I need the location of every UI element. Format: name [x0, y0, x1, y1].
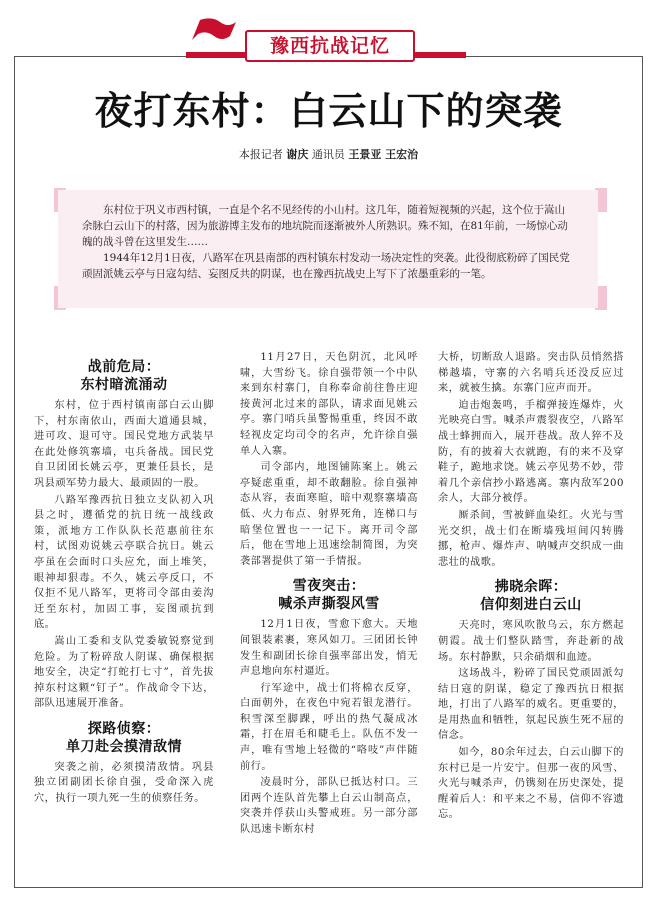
paragraph: 东村，位于西村镇南部白云山脚下，村东南依山，西面大道通县城，进可攻、退可守。国民党地方武装早在此处修筑寨墙，屯兵备战。国民党自卫团团长姚云亭，更兼任县长，是巩县顽军势力最大、最顽固的一股。 — [34, 400, 214, 489]
paragraph: 12月1日夜，雪愈下愈大。天地间银装素裹，寒风如刀。三团团长钟发生和副团长徐自强率部出发，悄无声息地向东村逼近。 — [240, 619, 418, 678]
paragraph: 如今，80余年过去，白云山脚下的东村已是一片安宁。但那一夜的风雪、火光与喊杀声，仍镌刻在历史深处，提醒着后人：和平来之不易，信仰不容遗忘。 — [438, 747, 624, 821]
byline-correspondents: 王景亚 王宏治 — [348, 148, 419, 161]
intro-box — [58, 190, 598, 308]
byline-prefix: 本报记者 — [238, 148, 283, 161]
paragraph: 厮杀间，雪被鲜血染红。火光与雪光交织，战士们在断墙残垣间闪转腾挪，枪声、爆炸声、呐喊声交织成一曲悲壮的战歌。 — [438, 509, 624, 568]
column-1 — [34, 350, 214, 808]
section-banner: 豫西抗战记忆 — [245, 30, 415, 62]
intro-paragraph: 1944年12月1日夜，八路军在巩县南部的西村镇东村发动一场决定性的突袭。此役彻底粉碎了国民党顽固派姚云亭与日寇勾结、妄图反共的阴谋，也在豫西抗战史上写下了浓墨重彩的一笔。 — [82, 252, 570, 280]
column-3 — [438, 350, 624, 824]
headline: 夜打东村：白云山下的突袭 — [94, 89, 563, 133]
intro-paragraph: 东村位于巩义市西村镇，一直是个名不见经传的小山村。这几年，随着短视频的兴起，这个位于嵩山余脉白云山下的村落，因为旅游博主发布的地坑院而逐渐被外人所熟识。殊不知，在81年前，一场惊心动魄的战斗曾在这里发生…… — [82, 204, 568, 248]
byline-mid: 通讯员 — [311, 148, 345, 161]
byline-reporter: 谢庆 — [286, 148, 309, 161]
paragraph: 迫击炮轰鸣，手榴弹接连爆炸，火光映亮白雪。喊杀声震裂夜空，八路军战士蜂拥而入，展开巷战。敌人猝不及防，有的披着大衣就跑，有的来不及穿鞋子，跪地求饶。姚云亭见势不妙，带着几个亲信抄小路逃离。寨内敌军200余人，大部分被俘。 — [438, 399, 624, 505]
red-flag-icon — [190, 16, 238, 42]
paragraph: 八路军豫西抗日独立支队初入巩县之时，遵循党的抗日统一战线政策，派地方工作队队长范惠前往东村，试图劝说姚云亭联合抗日。姚云亭虽在会面时口头应允，面上堆笑，眼神却狠毒。不久，姚云亭反口，不仅拒不见八路军，更将司令部由姜沟迁至东村，加固工事，妄图顽抗到底。 — [34, 494, 214, 631]
paragraph: 大桥，切断敌人退路。突击队员悄然搭梯越墙，守寨的六名哨兵还没反应过来，就被生擒。东寨门应声而开。 — [438, 352, 624, 395]
paragraph: 凌晨时分，部队已抵达村口。三团两个连队首先攀上白云山制高点，突袭并俘获山头警戒班。另一部分部队迅速卡断东村 — [240, 777, 418, 836]
paragraph: 突袭之前，必须摸清敌情。巩县独立团副团长徐自强，受命深入虎穴，执行一项九死一生的侦察任务。 — [34, 761, 214, 805]
byline — [0, 146, 657, 162]
section-heading: 拂晓余晖： 信仰刻进白云山 — [480, 579, 582, 614]
paragraph: 司令部内，地图铺陈案上。姚云亭疑虑重重，却不敢翻脸。徐自强神态从容，表面寒暄，暗中观察寨墙高低、火力布点、射界死角，连梯口与暗堡位置也一一记下。离开司令部后，他在雪地上迅速绘制简图，为突袭部署提供了第一手情报。 — [240, 462, 418, 567]
section-heading: 雪夜突击： 喊杀声撕裂风雪 — [278, 578, 380, 613]
paragraph: 这场战斗，粉碎了国民党顽固派勾结日寇的阴谋，稳定了豫西抗日根据地，打出了八路军的威名。更重要的，是用热血和牺牲，氛起民族生死不屈的信念。 — [438, 668, 624, 742]
column-2 — [240, 350, 418, 839]
section-heading: 探路侦察： 单刀赴会摸清敌情 — [66, 720, 182, 755]
section-heading: 战前危局： 东村暗流涌动 — [80, 359, 168, 393]
paragraph: 11月27日，天色阴沉，北风呼啸，大雪纷飞。徐自强带领一个中队来到东村寨门，自称奉命前往鲁庄迎接黄河北过来的部队，请求面见姚云亭。寨门哨兵虽警惕重重，终因不敢轻视皮定均司令的名声，允许徐自强单人入寨。 — [240, 352, 418, 457]
paragraph: 天亮时，寒风吹散乌云，东方燃起朝霞。战士们整队踏雪，奔赴新的战场。东村静默，只余硝烟和血迹。 — [438, 620, 624, 663]
paragraph: 嵩山工委和支队党委敏锐察觉到危险。为了粉碎敌人阴谋、确保根据地安全，决定“打蛇打七寸”，首先拔掉东村这颗“钉子”。作战命令下达，部队迅速展开准备。 — [34, 635, 214, 710]
paragraph: 行军途中，战士们将棉衣反穿，白面朝外，在夜色中宛若银龙潜行。积雪深至脚踝，呼出的热气凝成冰霜，打在眉毛和睫毛上。队伍不发一声，唯有雪地上轻微的“咯吱”声伴随前行。 — [240, 682, 418, 772]
